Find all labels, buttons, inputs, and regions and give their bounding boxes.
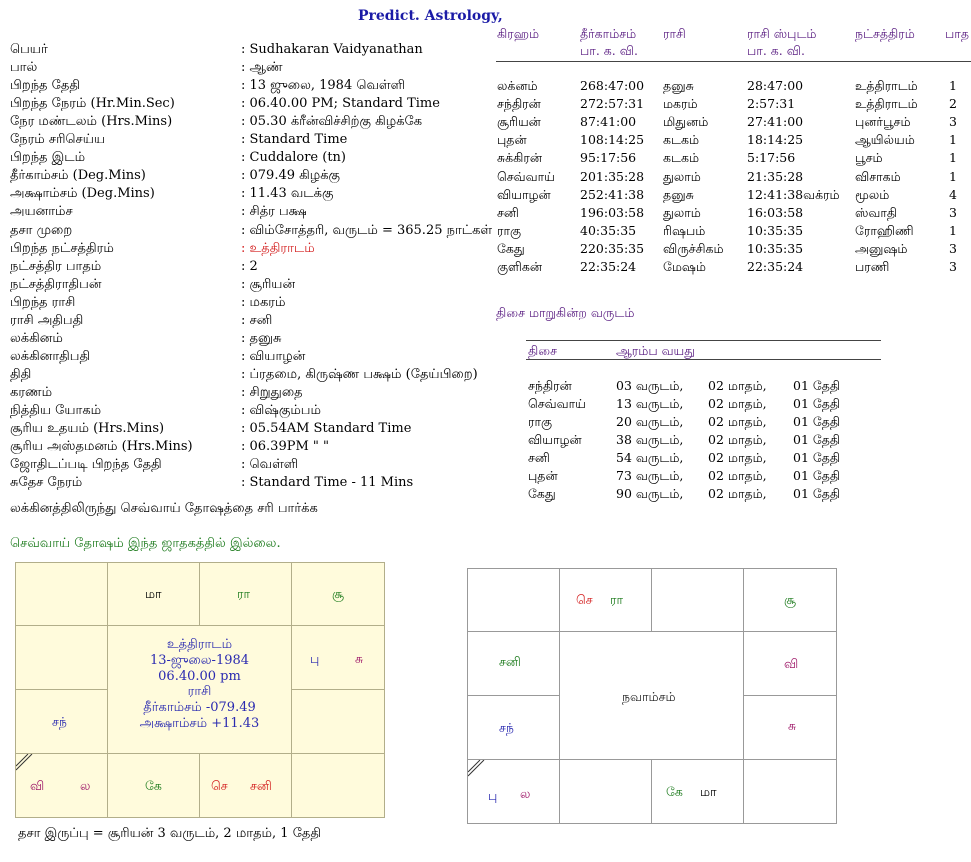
profile-label: நட்சத்திராதிபன் bbox=[10, 277, 102, 292]
planet-cell-longitude: 252:41:38 bbox=[580, 187, 645, 202]
rasi-cell-top3 bbox=[199, 562, 292, 626]
profile-label: அக்ஷாம்சம் (Deg.Mins) bbox=[10, 186, 155, 201]
planet-cell-pada: 2 bbox=[949, 96, 957, 111]
profile-label: நேர மண்டலம் (Hrs.Mins) bbox=[10, 114, 173, 129]
planet-cell-nakshatra: உத்திராடம் bbox=[855, 96, 918, 111]
planet-cell-nakshatra: பூசம் bbox=[855, 150, 883, 165]
profile-label: ஜோதிடப்படி பிறந்த தேதி bbox=[10, 457, 162, 472]
rasi-left2-text: சந் bbox=[52, 714, 67, 729]
profile-label: நித்திய யோகம் bbox=[10, 403, 102, 418]
dasa-cell-months: 02 மாதம், bbox=[708, 396, 767, 411]
mars-dosha-result: செவ்வாய் தோஷம் இந்த ஜாதகத்தில் இல்லை. bbox=[10, 536, 281, 551]
rasi-top4-text: சூ bbox=[332, 586, 344, 601]
planet-cell-sputam: 12:41:38வக்ரம் bbox=[747, 187, 840, 202]
profile-label: திதி bbox=[10, 367, 32, 382]
planet-table-divider bbox=[496, 61, 971, 62]
planet-cell-graha: செவ்வாய் bbox=[497, 169, 555, 184]
planet-cell-longitude: 95:17:56 bbox=[580, 150, 637, 165]
dasa-cell-days: 01 தேதி bbox=[793, 396, 841, 411]
dasa-cell-planet: புதன் bbox=[528, 468, 558, 483]
rasi-bottom1-b: ல bbox=[80, 778, 91, 793]
planet-cell-pada: 1 bbox=[949, 223, 957, 238]
planet-cell-sputam: 10:35:35 bbox=[747, 241, 804, 256]
planet-cell-pada: 1 bbox=[949, 78, 957, 93]
nav-bottom1-a: பு bbox=[488, 788, 498, 803]
rasi-cell-right2 bbox=[291, 689, 385, 754]
profile-value: : தனுசு bbox=[241, 331, 282, 346]
col-nakshatra: நட்சத்திரம் bbox=[855, 26, 915, 41]
dasa-cell-days: 01 தேதி bbox=[793, 378, 841, 393]
dasa-cell-days: 01 தேதி bbox=[793, 486, 841, 501]
profile-value: : 05.54AM Standard Time bbox=[241, 421, 412, 436]
planet-cell-sputam: 2:57:31 bbox=[747, 96, 796, 111]
planet-cell-longitude: 22:35:24 bbox=[580, 259, 637, 274]
planet-cell-sputam: 16:03:58 bbox=[747, 205, 804, 220]
profile-value: : 079.49 கிழக்கு bbox=[241, 168, 341, 183]
planet-cell-rasi: தனுசு bbox=[663, 78, 694, 93]
rasi-cell-bottom4 bbox=[291, 753, 385, 818]
rasi-center-star: உத்திராடம் bbox=[166, 637, 233, 652]
rasi-center-time: 06.40.00 pm bbox=[158, 669, 241, 684]
planet-cell-pada: 4 bbox=[949, 187, 957, 202]
planet-cell-longitude: 196:03:58 bbox=[580, 205, 645, 220]
profile-value: : மகரம் bbox=[241, 295, 286, 310]
profile-value: : விஷ்கும்பம் bbox=[241, 403, 321, 418]
profile-value: : வியாழன் bbox=[241, 349, 306, 364]
col-pada: பாத bbox=[945, 26, 969, 41]
dasa-col-age: ஆரம்ப வயது bbox=[616, 343, 696, 358]
planet-cell-graha: சனி bbox=[497, 205, 519, 220]
planet-cell-sputam: 10:35:35 bbox=[747, 223, 804, 238]
nav-cell-top1 bbox=[467, 568, 560, 632]
rasi-cell-bottom3 bbox=[199, 753, 292, 818]
rasi-center-date: 13-ஜுலை-1984 bbox=[149, 653, 250, 668]
rasi-cell-top2 bbox=[107, 562, 200, 626]
planet-cell-rasi: மிதுனம் bbox=[663, 114, 709, 129]
planet-cell-graha: புதன் bbox=[497, 132, 527, 147]
nav-top2-a: செ bbox=[576, 592, 593, 607]
col-graha: கிரஹம் bbox=[497, 26, 540, 41]
planet-cell-graha: சூரியன் bbox=[497, 114, 541, 129]
dasa-cell-planet: கேது bbox=[528, 486, 556, 501]
rasi-top2-text: மா bbox=[145, 586, 162, 601]
profile-label: பிறந்த நட்சத்திரம் bbox=[10, 241, 114, 256]
site-title: Predict. Astrology, bbox=[358, 8, 503, 24]
lagna-marker bbox=[16, 754, 34, 772]
profile-label: பால் bbox=[10, 60, 38, 75]
planet-cell-nakshatra: அனுஷம் bbox=[855, 241, 908, 256]
dasa-top-line bbox=[526, 340, 881, 341]
dasa-cell-months: 02 மாதம், bbox=[708, 378, 767, 393]
rasi-center-name: ராசி bbox=[187, 684, 212, 699]
planet-cell-longitude: 87:41:00 bbox=[580, 114, 637, 129]
nav-cell-bottom1 bbox=[467, 759, 560, 824]
dasa-cell-years: 03 வருடம், bbox=[616, 378, 684, 393]
profile-value: : சிறுதுதை bbox=[241, 385, 303, 400]
rasi-cell-top1 bbox=[15, 562, 108, 626]
col-rasi-sputam-sub: பா. க. வி. bbox=[747, 43, 805, 58]
planet-cell-nakshatra: ஸ்வாதி bbox=[855, 205, 898, 220]
rasi-center-longitude: தீர்காம்சம் -079.49 bbox=[143, 700, 256, 715]
dasa-header-line bbox=[526, 359, 881, 360]
rasi-top3-text: ரா bbox=[237, 586, 250, 601]
planet-cell-longitude: 272:57:31 bbox=[580, 96, 645, 111]
planet-cell-nakshatra: உத்திராடம் bbox=[855, 78, 918, 93]
rasi-cell-left1 bbox=[15, 625, 108, 690]
dasa-cell-months: 02 மாதம், bbox=[708, 468, 767, 483]
planet-cell-rasi: விருச்சிகம் bbox=[663, 241, 724, 256]
dasa-cell-months: 02 மாதம், bbox=[708, 432, 767, 447]
col-longitude-sub: பா. க. வி. bbox=[580, 43, 638, 58]
dasa-cell-days: 01 தேதி bbox=[793, 414, 841, 429]
planet-cell-rasi: துலாம் bbox=[663, 169, 701, 184]
nav-cell-left2 bbox=[467, 695, 560, 760]
planet-cell-longitude: 40:35:35 bbox=[580, 223, 637, 238]
rasi-bottom3-a: செ bbox=[211, 778, 228, 793]
planet-cell-sputam: 21:35:28 bbox=[747, 169, 804, 184]
planet-cell-rasi: மேஷம் bbox=[663, 259, 706, 274]
dasa-cell-years: 54 வருடம், bbox=[616, 450, 684, 465]
nav-center-text: நவாம்சம் bbox=[622, 689, 676, 704]
planet-cell-nakshatra: விசாகம் bbox=[855, 169, 901, 184]
planet-cell-nakshatra: ஆயில்யம் bbox=[855, 132, 915, 147]
profile-label: கரணம் bbox=[10, 385, 53, 400]
planet-cell-nakshatra: ரோஹிணி bbox=[855, 223, 914, 238]
profile-value: : 06.40.00 PM; Standard Time bbox=[241, 96, 440, 111]
dasa-cell-planet: செவ்வாய் bbox=[528, 396, 586, 411]
rasi-cell-bottom2 bbox=[107, 753, 200, 818]
dasa-cell-days: 01 தேதி bbox=[793, 450, 841, 465]
dasa-cell-days: 01 தேதி bbox=[793, 432, 841, 447]
profile-value: : Standard Time bbox=[241, 132, 348, 147]
profile-value: : விம்சோத்தரி, வருடம் = 365.25 நாட்கள் bbox=[241, 223, 493, 238]
planet-cell-sputam: 28:47:00 bbox=[747, 78, 804, 93]
dasa-cell-planet: சந்திரன் bbox=[528, 378, 572, 393]
profile-value: : சூரியன் bbox=[241, 277, 296, 292]
profile-label: பிறந்த தேதி bbox=[10, 78, 80, 93]
profile-label: பிறந்த ராசி bbox=[10, 295, 76, 310]
dasa-balance: தசா இருப்பு = சூரியன் 3 வருடம், 2 மாதம், 1 தேதி bbox=[18, 826, 322, 841]
dasa-cell-years: 90 வருடம், bbox=[616, 486, 684, 501]
profile-label: அயனாம்ச bbox=[10, 204, 73, 219]
profile-value: : 13 ஜுலை, 1984 வெள்ளி bbox=[241, 78, 406, 93]
planet-cell-rasi: மகரம் bbox=[663, 96, 698, 111]
profile-value: : Sudhakaran Vaidyanathan bbox=[241, 42, 423, 57]
profile-label: சூரிய அஸ்தமனம் (Hrs.Mins) bbox=[10, 439, 193, 454]
col-rasi: ராசி bbox=[663, 26, 686, 41]
planet-cell-pada: 3 bbox=[949, 114, 957, 129]
profile-label: சுதேச நேரம் bbox=[10, 475, 83, 490]
planet-cell-pada: 1 bbox=[949, 150, 957, 165]
dasa-cell-years: 73 வருடம், bbox=[616, 468, 684, 483]
profile-value: : சனி bbox=[241, 313, 273, 328]
nav-cell-top3 bbox=[651, 568, 744, 632]
planet-cell-sputam: 5:17:56 bbox=[747, 150, 796, 165]
nav-cell-bottom3 bbox=[651, 759, 744, 824]
nav-top4-text: சூ bbox=[784, 592, 796, 607]
rasi-bottom1-a: வி bbox=[30, 778, 45, 793]
planet-cell-pada: 3 bbox=[949, 241, 957, 256]
nav-cell-top4 bbox=[743, 568, 837, 632]
nav-lagna-marker bbox=[468, 760, 486, 778]
rasi-cell-bottom1 bbox=[15, 753, 108, 818]
planet-cell-sputam: 22:35:24 bbox=[747, 259, 804, 274]
profile-value: : உத்திராடம் bbox=[241, 241, 315, 256]
dasa-cell-planet: சனி bbox=[528, 450, 550, 465]
rasi-cell-top4 bbox=[291, 562, 385, 626]
dasa-cell-planet: ராகு bbox=[528, 414, 553, 429]
planet-cell-sputam: 27:41:00 bbox=[747, 114, 804, 129]
planet-cell-pada: 3 bbox=[949, 205, 957, 220]
nav-bottom3-a: கே bbox=[666, 784, 683, 799]
planet-cell-rasi: கடகம் bbox=[663, 132, 699, 147]
profile-value: : 2 bbox=[241, 259, 258, 274]
profile-value: : சித்ர பக்ஷ bbox=[241, 204, 307, 219]
dasa-title: திசை மாறுகின்ற வருடம் bbox=[496, 305, 635, 320]
planet-cell-sputam: 18:14:25 bbox=[747, 132, 804, 147]
planet-cell-rasi: துலாம் bbox=[663, 205, 701, 220]
planet-cell-rasi: கடகம் bbox=[663, 150, 699, 165]
nav-cell-bottom2 bbox=[559, 759, 652, 824]
dasa-cell-years: 20 வருடம், bbox=[616, 414, 684, 429]
rasi-cell-left2 bbox=[15, 689, 108, 754]
rasi-cell-right1 bbox=[291, 625, 385, 690]
profile-value: : ப்ரதமை, கிருஷ்ண பக்ஷம் (தேய்பிறை) bbox=[241, 367, 478, 382]
planet-cell-graha: சுக்கிரன் bbox=[497, 150, 542, 165]
profile-label: ராசி அதிபதி bbox=[10, 313, 84, 328]
rasi-right1-a: பு bbox=[310, 651, 320, 666]
rasi-right1-b: சு bbox=[355, 651, 364, 666]
profile-label: பிறந்த நேரம் (Hr.Min.Sec) bbox=[10, 96, 175, 111]
planet-cell-longitude: 201:35:28 bbox=[580, 169, 645, 184]
planet-cell-graha: வியாழன் bbox=[497, 187, 551, 202]
planet-cell-graha: குளிகன் bbox=[497, 259, 542, 274]
nav-left2-text: சந் bbox=[499, 720, 514, 735]
rasi-bottom3-b: சனி bbox=[250, 778, 272, 793]
planet-cell-pada: 1 bbox=[949, 132, 957, 147]
planet-cell-graha: கேது bbox=[497, 241, 525, 256]
profile-label: லக்கினம் bbox=[10, 331, 63, 346]
nav-center bbox=[559, 631, 744, 760]
nav-left1-text: சனி bbox=[499, 654, 521, 669]
profile-value: : வெள்ளி bbox=[241, 457, 299, 472]
planet-cell-longitude: 220:35:35 bbox=[580, 241, 645, 256]
profile-label: நட்சத்திர பாதம் bbox=[10, 259, 102, 274]
dasa-cell-years: 13 வருடம், bbox=[616, 396, 684, 411]
planet-cell-nakshatra: பரணி bbox=[855, 259, 890, 274]
profile-label: சூரிய உதயம் (Hrs.Mins) bbox=[10, 421, 165, 436]
profile-label: பிறந்த இடம் bbox=[10, 150, 86, 165]
dasa-col-planet: திசை bbox=[528, 343, 557, 358]
profile-value: : Cuddalore (tn) bbox=[241, 150, 346, 165]
profile-value: : 11.43 வடக்கு bbox=[241, 186, 334, 201]
profile-label: தசா முறை bbox=[10, 223, 73, 238]
planet-cell-nakshatra: புனர்பூசம் bbox=[855, 114, 911, 129]
planet-cell-graha: ராகு bbox=[497, 223, 522, 238]
planet-cell-rasi: ரிஷபம் bbox=[663, 223, 706, 238]
dasa-cell-months: 02 மாதம், bbox=[708, 450, 767, 465]
dasa-cell-months: 02 மாதம், bbox=[708, 486, 767, 501]
rasi-center bbox=[107, 625, 292, 754]
planet-cell-rasi: தனுசு bbox=[663, 187, 694, 202]
profile-value: : Standard Time - 11 Mins bbox=[241, 475, 414, 490]
rasi-bottom2-text: கே bbox=[145, 778, 162, 793]
nav-cell-right2 bbox=[743, 695, 837, 760]
mars-dosha-heading: லக்கினத்திலிருந்து செவ்வாய் தோஷத்தை சரி பார்க்க bbox=[10, 501, 318, 516]
dasa-cell-years: 38 வருடம், bbox=[616, 432, 684, 447]
nav-cell-right1 bbox=[743, 631, 837, 696]
rasi-center-latitude: அக்ஷாம்சம் +11.43 bbox=[139, 716, 260, 731]
planet-cell-nakshatra: மூலம் bbox=[855, 187, 890, 202]
planet-cell-pada: 1 bbox=[949, 169, 957, 184]
nav-right1-text: வி bbox=[784, 656, 799, 671]
nav-bottom1-b: ல bbox=[520, 786, 531, 801]
nav-bottom3-b: மா bbox=[700, 784, 717, 799]
nav-cell-top2 bbox=[559, 568, 652, 632]
planet-cell-pada: 3 bbox=[949, 259, 957, 274]
profile-value: : 06.39PM " " bbox=[241, 439, 330, 454]
col-rasi-sputam: ராசி ஸ்புடம் bbox=[747, 26, 817, 41]
profile-value: : 05.30 க்ரீன்விச்சிற்கு கிழக்கே bbox=[241, 114, 423, 129]
profile-value: : ஆண் bbox=[241, 60, 283, 75]
nav-cell-left1 bbox=[467, 631, 560, 696]
nav-right2-text: சு bbox=[788, 718, 797, 733]
dasa-cell-months: 02 மாதம், bbox=[708, 414, 767, 429]
planet-cell-longitude: 268:47:00 bbox=[580, 78, 645, 93]
col-longitude: தீர்காம்சம் bbox=[580, 26, 637, 41]
profile-label: பெயர் bbox=[10, 42, 48, 57]
planet-cell-graha: சந்திரன் bbox=[497, 96, 541, 111]
profile-label: லக்கினாதிபதி bbox=[10, 349, 91, 364]
profile-label: நேரம் சரிசெய்ய bbox=[10, 132, 106, 147]
dasa-cell-days: 01 தேதி bbox=[793, 468, 841, 483]
profile-label: தீர்காம்சம் (Deg.Mins) bbox=[10, 168, 146, 183]
planet-cell-graha: லக்னம் bbox=[497, 78, 538, 93]
nav-cell-bottom4 bbox=[743, 759, 837, 824]
nav-top2-b: ரா bbox=[610, 592, 623, 607]
planet-cell-longitude: 108:14:25 bbox=[580, 132, 645, 147]
dasa-cell-planet: வியாழன் bbox=[528, 432, 582, 447]
